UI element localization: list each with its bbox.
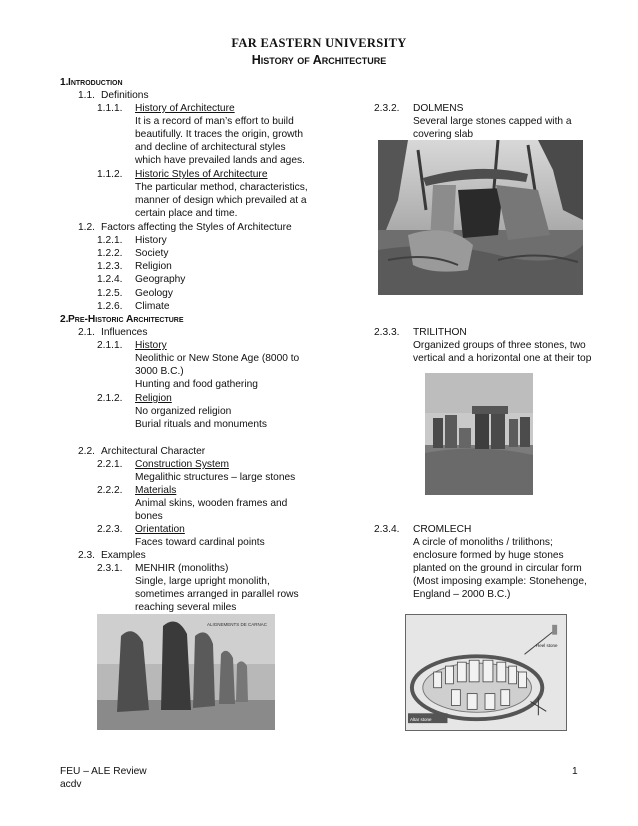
- item-text: planted on the ground in circular form: [413, 563, 582, 574]
- subsection-heading: Influences: [101, 327, 148, 338]
- item-number: 1.1.2.: [97, 169, 123, 180]
- item-number: 2.2.3.: [97, 524, 123, 535]
- item-number: 1.2.4.: [97, 274, 123, 285]
- item-text: vertical and a horizontal one at their top: [413, 353, 592, 364]
- subsection-heading: Examples: [101, 550, 146, 561]
- item-text: England – 2000 B.C.): [413, 589, 511, 600]
- item-heading: Materials: [135, 485, 177, 496]
- item-heading: History of Architecture: [135, 103, 235, 114]
- item-text: Burial rituals and monuments: [135, 419, 267, 430]
- item-text: Several large stones capped with a: [413, 116, 572, 127]
- item-text: The particular method, characteristics,: [135, 182, 308, 193]
- heel-stone-label: Heel stone: [536, 643, 558, 648]
- subsection-heading: Definitions: [101, 90, 149, 101]
- item-text: (Most imposing example: Stonehenge,: [413, 576, 587, 587]
- item-heading: Society: [135, 248, 169, 259]
- subsection-number: 1.1.: [78, 90, 95, 101]
- section-heading: Pre-Historic Architecture: [68, 314, 184, 325]
- section-heading: Introduction: [68, 77, 123, 88]
- item-text: and decline of architectural styles: [135, 142, 286, 153]
- item-number: 2.3.4.: [374, 524, 400, 535]
- item-heading: History: [135, 340, 167, 351]
- item-text: sometimes arranged in parallel rows: [135, 589, 299, 600]
- item-text: covering slab: [413, 129, 474, 140]
- dolmen-photo: [378, 140, 583, 295]
- menhir-caption: ALIGNEMENTS DE CARNAC: [207, 622, 268, 627]
- item-text: bones: [135, 511, 163, 522]
- footer-author: acdv: [60, 779, 82, 790]
- item-heading: Religion: [135, 393, 172, 404]
- item-number: 2.1.1.: [97, 340, 123, 351]
- stonehenge-diagram: [405, 614, 567, 731]
- item-number: 1.2.5.: [97, 288, 123, 299]
- item-text: A circle of monoliths / trilithons;: [413, 537, 553, 548]
- item-number: 2.1.2.: [97, 393, 123, 404]
- item-heading: Orientation: [135, 524, 185, 535]
- item-heading: MENHIR (monoliths): [135, 563, 229, 574]
- item-text: certain place and time.: [135, 208, 238, 219]
- item-text: 3000 B.C.): [135, 366, 184, 377]
- item-heading: DOLMENS: [413, 103, 464, 114]
- menhir-photo: [97, 614, 275, 730]
- item-number: 1.2.6.: [97, 301, 123, 312]
- item-number: 2.3.2.: [374, 103, 400, 114]
- item-heading: Religion: [135, 261, 172, 272]
- item-text: It is a record of man’s effort to build: [135, 116, 294, 127]
- item-number: 2.3.3.: [374, 327, 400, 338]
- item-text: beautifully. It traces the origin, growth: [135, 129, 303, 140]
- item-text: Single, large upright monolith,: [135, 576, 270, 587]
- footer-course: FEU – ALE Review: [60, 766, 147, 777]
- item-number: 2.2.2.: [97, 485, 123, 496]
- item-number: 1.2.1.: [97, 235, 123, 246]
- item-text: Hunting and food gathering: [135, 379, 258, 390]
- item-heading: History: [135, 235, 167, 246]
- item-heading: Construction System: [135, 459, 229, 470]
- item-heading: Geography: [135, 274, 186, 285]
- item-text: enclosure formed by huge stones: [413, 550, 564, 561]
- subsection-number: 2.2.: [78, 446, 95, 457]
- item-heading: TRILITHON: [413, 327, 467, 338]
- subsection-number: 1.2.: [78, 222, 95, 233]
- item-number: 1.2.3.: [97, 261, 123, 272]
- item-text: Megalithic structures – large stones: [135, 472, 296, 483]
- item-number: 2.2.1.: [97, 459, 123, 470]
- item-text: No organized religion: [135, 406, 232, 417]
- item-heading: Geology: [135, 288, 173, 299]
- subsection-number: 2.1.: [78, 327, 95, 338]
- section-number: 2.: [60, 314, 69, 325]
- page-title: History of Architecture: [251, 53, 387, 67]
- item-heading: CROMLECH: [413, 524, 472, 535]
- subsection-heading: Architectural Character: [101, 446, 206, 457]
- page-number: 1: [572, 766, 578, 777]
- item-text: which have prevailed lands and ages.: [135, 155, 305, 166]
- trilithon-photo: [425, 373, 533, 495]
- subsection-number: 2.3.: [78, 550, 95, 561]
- item-heading: Climate: [135, 301, 170, 312]
- item-number: 2.3.1.: [97, 563, 123, 574]
- university-name: FAR EASTERN UNIVERSITY: [231, 36, 407, 50]
- item-number: 1.1.1.: [97, 103, 123, 114]
- item-text: reaching several miles: [135, 602, 237, 613]
- item-text: Animal skins, wooden frames and: [135, 498, 288, 509]
- section-number: 1.: [60, 77, 69, 88]
- item-text: Faces toward cardinal points: [135, 537, 265, 548]
- item-text: Organized groups of three stones, two: [413, 340, 586, 351]
- subsection-heading: Factors affecting the Styles of Architecture: [101, 222, 292, 233]
- item-text: manner of design which prevailed at a: [135, 195, 307, 206]
- item-text: Neolithic or New Stone Age (8000 to: [135, 353, 300, 364]
- altar-stone-label: Altar stone: [410, 717, 432, 722]
- item-heading: Historic Styles of Architecture: [135, 169, 268, 180]
- item-number: 1.2.2.: [97, 248, 123, 259]
